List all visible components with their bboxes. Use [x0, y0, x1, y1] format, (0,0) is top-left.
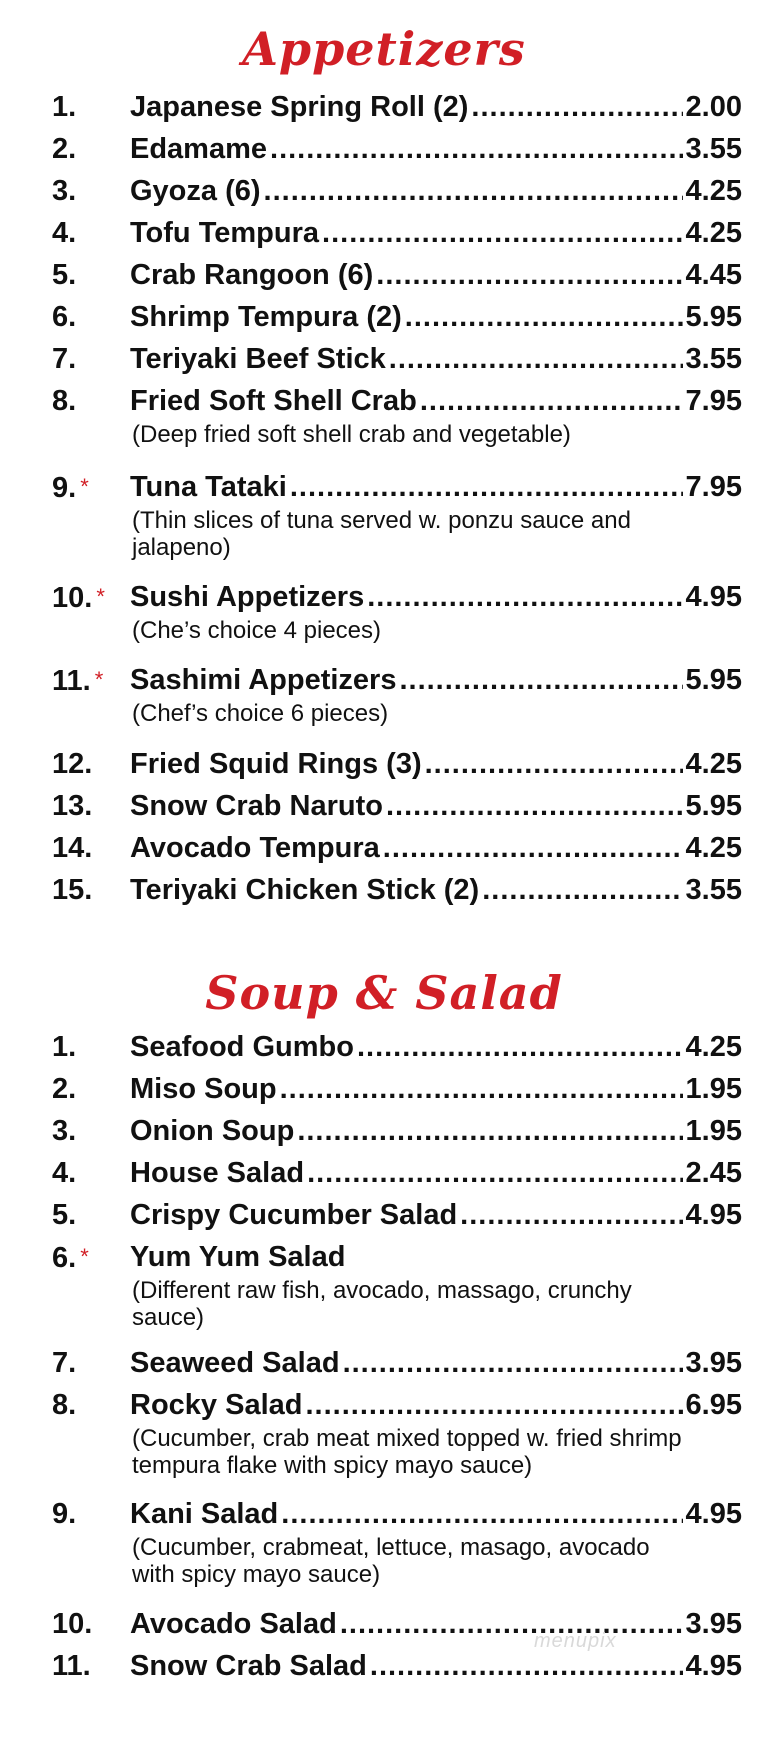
leader-dots — [280, 1072, 683, 1106]
item-number: 13. — [52, 790, 93, 822]
item-name: Teriyaki Chicken Stick (2) — [130, 874, 480, 906]
item-name: Fried Squid Rings (3) — [130, 748, 422, 780]
item-number: 6. — [52, 301, 77, 333]
item-line — [130, 90, 742, 124]
item-line — [130, 1649, 742, 1683]
item-number: 7. — [52, 343, 77, 375]
item-price: 5.95 — [685, 790, 742, 822]
leader-dots — [386, 789, 683, 823]
item-name: Seaweed Salad — [130, 1347, 340, 1379]
item-price: 3.55 — [685, 874, 742, 906]
leader-dots — [460, 1198, 682, 1232]
item-line — [130, 580, 742, 614]
item-line — [130, 1198, 742, 1232]
leader-dots — [270, 132, 683, 166]
item-price: 5.95 — [685, 664, 742, 696]
item-line — [130, 1156, 742, 1190]
item-name: Fried Soft Shell Crab — [130, 385, 417, 417]
item-price: 2.45 — [685, 1157, 742, 1189]
item-number: 10. — [52, 1608, 93, 1640]
item-price: 2.00 — [685, 91, 742, 123]
item-price: 4.95 — [685, 581, 742, 613]
item-number: 2. — [52, 133, 77, 165]
item-description: (Cucumber, crabmeat, lettuce, masago, avocado with spicy mayo sauce) — [132, 1534, 650, 1588]
item-name: Edamame — [130, 133, 268, 165]
item-name: Snow Crab Naruto — [130, 790, 383, 822]
item-name: House Salad — [130, 1157, 305, 1189]
item-price: 4.95 — [685, 1498, 742, 1530]
leader-dots — [420, 384, 683, 418]
item-line — [130, 873, 742, 907]
item-price: 4.25 — [685, 1031, 742, 1063]
item-name: Shrimp Tempura (2) — [130, 301, 402, 333]
item-price: 3.95 — [685, 1608, 742, 1640]
item-name: Miso Soup — [130, 1073, 277, 1105]
item-number: 4. — [52, 217, 77, 249]
item-price: 4.25 — [685, 217, 742, 249]
item-name: Seafood Gumbo — [130, 1031, 354, 1063]
leader-dots — [264, 174, 683, 208]
spicy-star-icon: * — [80, 1244, 89, 1269]
item-name: Yum Yum Salad — [130, 1241, 346, 1273]
item-name: Tuna Tataki — [130, 471, 287, 503]
item-price: 4.45 — [685, 259, 742, 291]
item-description: (Chef’s choice 6 pieces) — [132, 700, 389, 727]
item-line — [130, 1072, 742, 1106]
item-name: Avocado Tempura — [130, 832, 380, 864]
item-number: 6. * — [52, 1242, 89, 1274]
item-name: Tofu Tempura — [130, 217, 320, 249]
item-name: Japanese Spring Roll (2) — [130, 91, 469, 123]
item-line — [130, 1030, 742, 1064]
item-line — [130, 1240, 742, 1274]
item-price: 1.95 — [685, 1073, 742, 1105]
item-description: (Different raw fish, avocado, massago, crunchy sauce) — [132, 1277, 632, 1331]
item-name: Sashimi Appetizers — [130, 664, 397, 696]
leader-dots — [357, 1030, 683, 1064]
item-line — [130, 1607, 742, 1641]
leader-dots — [343, 1346, 683, 1380]
item-name: Rocky Salad — [130, 1389, 303, 1421]
item-name: Crab Rangoon (6) — [130, 259, 374, 291]
item-line — [130, 1497, 742, 1531]
item-line — [130, 1114, 742, 1148]
item-price: 4.25 — [685, 175, 742, 207]
item-number: 9. — [52, 1498, 77, 1530]
spicy-star-icon: * — [80, 474, 89, 499]
item-line — [130, 470, 742, 504]
leader-dots — [290, 470, 683, 504]
item-number: 14. — [52, 832, 93, 864]
item-price: 7.95 — [685, 471, 742, 503]
item-price: 7.95 — [685, 385, 742, 417]
item-number: 8. — [52, 1389, 77, 1421]
leader-dots — [399, 663, 682, 697]
item-line — [130, 216, 742, 250]
item-number: 2. — [52, 1073, 77, 1105]
item-price: 5.95 — [685, 301, 742, 333]
item-number: 3. — [52, 175, 77, 207]
item-price: 4.95 — [685, 1650, 742, 1682]
leader-dots — [367, 580, 682, 614]
leader-dots — [370, 1649, 683, 1683]
item-line — [130, 132, 742, 166]
leader-dots — [297, 1114, 682, 1148]
item-description: (Thin slices of tuna served w. ponzu sauce and jalapeno) — [132, 507, 631, 561]
item-number: 11. * — [52, 665, 104, 697]
leader-dots — [281, 1497, 682, 1531]
item-number: 15. — [52, 874, 93, 906]
item-line — [130, 258, 742, 292]
item-number: 12. — [52, 748, 93, 780]
item-price: 3.55 — [685, 343, 742, 375]
item-number: 3. — [52, 1115, 77, 1147]
item-line — [130, 342, 742, 376]
item-name: Snow Crab Salad — [130, 1650, 367, 1682]
leader-dots — [425, 747, 683, 781]
item-line — [130, 174, 742, 208]
item-name: Onion Soup — [130, 1115, 295, 1147]
leader-dots — [471, 90, 682, 124]
leader-dots — [307, 1156, 682, 1190]
item-number: 11. — [52, 1650, 91, 1682]
item-number: 5. — [52, 259, 77, 291]
leader-dots — [482, 873, 682, 907]
spicy-star-icon: * — [96, 584, 105, 609]
item-description: (Che’s choice 4 pieces) — [132, 617, 382, 644]
item-line — [130, 300, 742, 334]
item-price: 4.25 — [685, 748, 742, 780]
item-number: 7. — [52, 1347, 77, 1379]
item-number: 9. * — [52, 472, 89, 504]
item-number: 1. — [52, 1031, 77, 1063]
item-name: Gyoza (6) — [130, 175, 261, 207]
item-line — [130, 663, 742, 697]
item-line — [130, 384, 742, 418]
leader-dots — [305, 1388, 682, 1422]
item-price: 4.95 — [685, 1199, 742, 1231]
item-name: Kani Salad — [130, 1498, 279, 1530]
item-number: 10. * — [52, 582, 105, 614]
item-price: 6.95 — [685, 1389, 742, 1421]
item-price: 3.95 — [685, 1347, 742, 1379]
spicy-star-icon: * — [94, 667, 104, 692]
item-number: 4. — [52, 1157, 77, 1189]
item-price: 1.95 — [685, 1115, 742, 1147]
appetizers-title: Appetizers — [242, 22, 526, 76]
item-price: 4.25 — [685, 832, 742, 864]
item-line — [130, 1346, 742, 1380]
watermark: menupix — [534, 1630, 617, 1652]
item-name: Avocado Salad — [130, 1608, 337, 1640]
item-name: Sushi Appetizers — [130, 581, 365, 613]
leader-dots — [383, 831, 683, 865]
item-number: 1. — [52, 91, 77, 123]
item-line — [130, 831, 742, 865]
soup-salad-title: Soup & Salad — [205, 966, 563, 1020]
item-line — [130, 1388, 742, 1422]
leader-dots — [389, 342, 683, 376]
item-number: 5. — [52, 1199, 77, 1231]
item-name: Teriyaki Beef Stick — [130, 343, 386, 375]
item-description: (Cucumber, crab meat mixed topped w. fried shrimp tempura flake with spicy mayo sauce) — [132, 1425, 682, 1479]
leader-dots — [405, 300, 683, 334]
leader-dots — [322, 216, 683, 250]
leader-dots — [376, 258, 682, 292]
leader-dots — [340, 1607, 683, 1641]
item-name: Crispy Cucumber Salad — [130, 1199, 458, 1231]
item-line — [130, 747, 742, 781]
item-line — [130, 789, 742, 823]
item-number: 8. — [52, 385, 77, 417]
item-description: (Deep fried soft shell crab and vegetable) — [132, 421, 571, 448]
item-price: 3.55 — [685, 133, 742, 165]
